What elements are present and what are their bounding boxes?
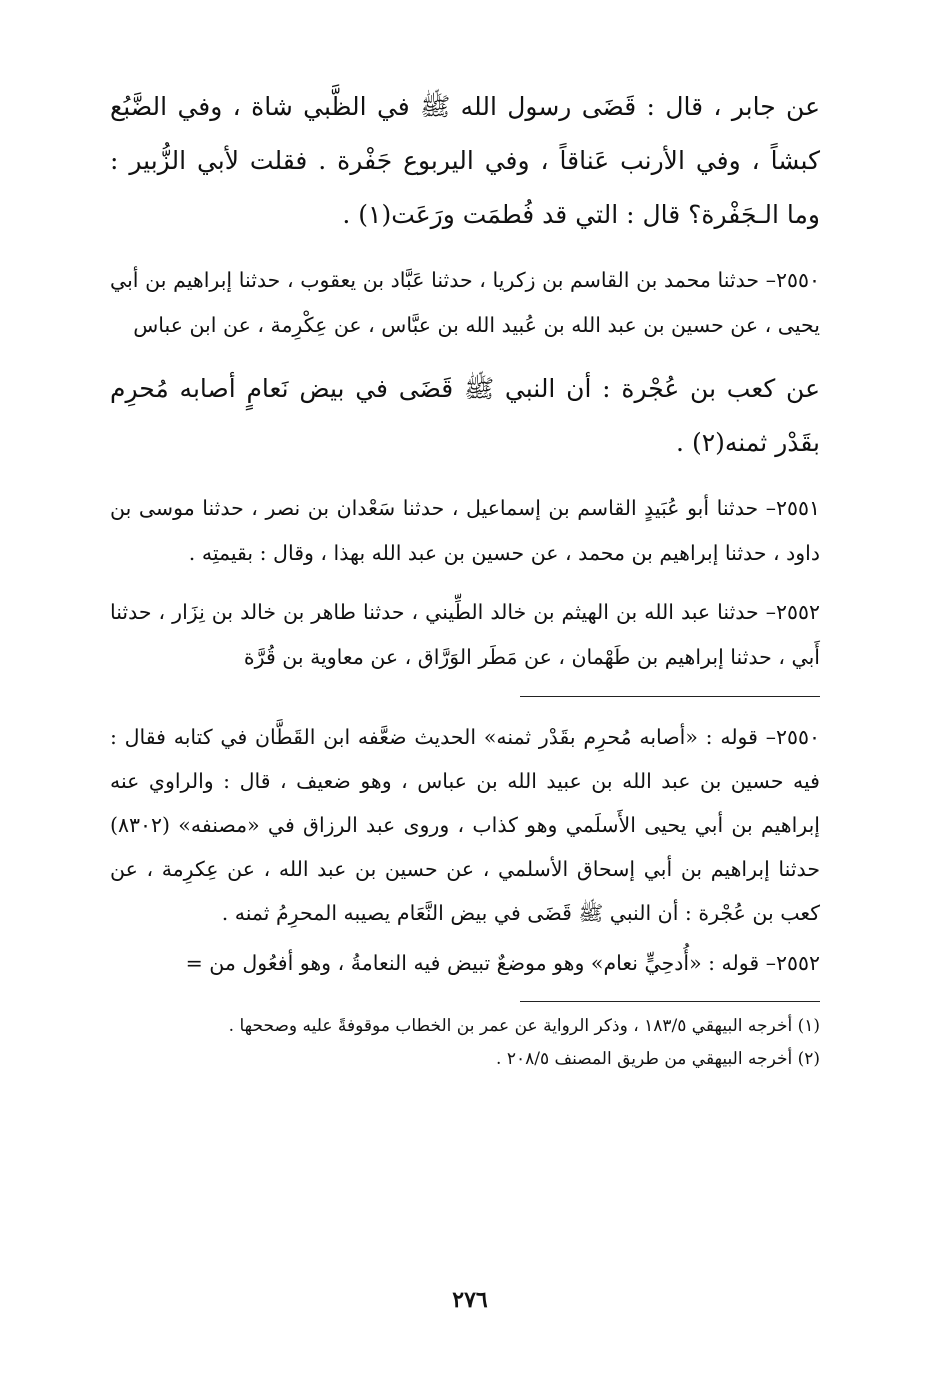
chain-of-narration-2550: ٢٥٥٠– حدثنا محمد بن القاسم بن زكريا ، حدثنا عَبَّاد بن يعقوب ، حدثنا إبراهيم بن أبي يحيى ، عن حسين بن عبد الله بن عُبيد الله بن عبَّاس ، عن عِكْرِمة ، عن ابن عباس <box>110 268 820 337</box>
commentary-2550: ٢٥٥٠– قوله : «أصابه مُحرِم بقَدْر ثمنه» الحديث ضعَّفه ابن القَطَّان في كتابه فقال : فيه حسين بن عبد الله بن عبيد الله بن عباس ، وهو ضعيف ، قال : والراوي عنه إبراهيم بن أبي يحيى الأَسلَمي وهو كذاب ، وروى عبد الرزاق في «مصنفه» (٨٣٠٢) حدثنا إبراهيم بن أبي إسحاق الأسلمي ، عن حسين بن عبد الله ، عن عِكرِمة ، عن كعب بن عُجْرة : أن النبي ﷺ قَضَى في بيض النَّعَام يصيبه المحرِمُ ثمنه . <box>110 725 820 925</box>
commentary-2552: ٢٥٥٢– قوله : «أُدحِيٍّ نعام» وهو موضعٌ تبيض فيه النعامةُ ، وهو أفعُول من = <box>185 951 820 975</box>
chain-of-narration-2551: ٢٥٥١– حدثنا أبو عُبَيدٍ القاسم بن إسماعيل ، حدثنا سَعْدان بن نصر ، حدثنا موسى بن داود ، حدثنا إبراهيم بن محمد ، عن حسين بن عبد الله بهذا ، وقال : بقيمتِه . <box>110 496 820 565</box>
hadith-text-2549: عن جابر ، قال : قَضَى رسول الله ﷺ في الظَّبي شاة ، وفي الضَّبُع كبشاً ، وفي الأرنب عَناقاً ، وفي اليربوع جَفْرة . فقلت لأبي الزُّبير : وما الـجَفْرة؟ قال : التي قد فُطمَت ورَعَت(١) . <box>110 92 820 229</box>
hadith-text-2550: عن كعب بن عُجْرة : أن النبي ﷺ قَضَى في بيض نَعامٍ أصابه مُحرِم بقَدْر ثمنه(٢) . <box>110 374 820 457</box>
commentary-divider <box>520 696 820 697</box>
footnote-2: (٢) أخرجه البيهقي من طريق المصنف ٢٠٨/٥ . <box>496 1049 820 1069</box>
page-number: ٢٧٦ <box>452 1287 488 1313</box>
footnote-divider <box>520 1001 820 1002</box>
footnote-1: (١) أخرجه البيهقي ١٨٣/٥ ، وذكر الرواية عن عمر بن الخطاب موقوفةً عليه وصححها . <box>228 1016 820 1036</box>
chain-of-narration-2552: ٢٥٥٢– حدثنا عبد الله بن الهيثم بن خالد الطِّيني ، حدثنا طاهر بن خالد بن نِزَار ، حدثنا أَبي ، حدثنا إبراهيم بن طَهْمان ، عن مَطَر الوَرَّاق ، عن معاوية بن قُرَّة <box>110 600 820 669</box>
page-body <box>110 80 820 1076</box>
